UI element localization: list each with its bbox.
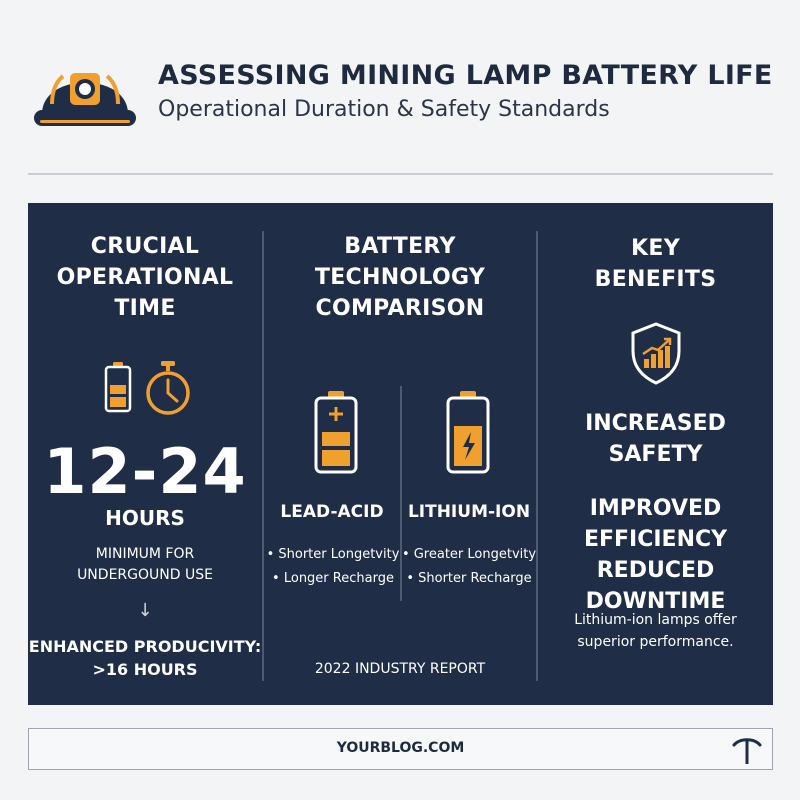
lithium-ion-bullets [400,543,538,591]
bullet-item: • Longer Recharge [272,571,394,586]
heading-line: OPERATIONAL [56,265,234,290]
operational-heading [28,231,262,324]
minimum-note [28,544,262,586]
bullet-item: • Shorter Longetvity [266,547,400,562]
heading-line: BATTERY [344,234,456,259]
page-title: ASSESSING MINING LAMP BATTERY LIFE [158,60,773,91]
lead-acid-bullets [264,543,402,591]
comparison-heading [264,231,536,324]
benefit-line: IMPROVED [589,496,722,521]
mining-helmet-icon [30,48,140,133]
benefit-efficiency [538,493,773,617]
benefit-line: EFFICIENCY [583,527,728,552]
battery-comparison-column [264,203,536,705]
heading-line: CRUCIAL [90,234,200,259]
key-benefits-column [538,203,773,705]
stopwatch-icon [144,360,192,416]
lead-acid-label: LEAD-ACID [280,502,384,522]
page-subtitle: Operational Duration & Safety Standards [158,97,610,122]
benefit-line: INCREASED [585,411,726,436]
bullet-item: • Shorter Recharge [406,571,532,586]
operational-time-column [28,203,262,705]
footer-bar [28,728,773,770]
lead-acid-battery-icon [314,390,358,474]
benefits-note [538,609,773,653]
infographic-panel [28,203,773,705]
heading-line: BENEFITS [594,267,717,292]
site-link[interactable]: YOURBLOG.COM [336,740,465,756]
down-arrow-icon: ↓ [137,600,153,621]
productivity-line: ENHANCED PRODUCIVITY: [28,637,262,656]
lithium-ion-battery-icon [446,390,490,474]
heading-line: TIME [114,296,176,321]
note-line: Lithium-ion lamps offer [574,612,737,628]
bullet-item: • Greater Longetvity [401,547,537,562]
heading-line: TECHNOLOGY [314,265,486,290]
benefits-heading [538,233,773,295]
benefit-line: SAFETY [608,442,703,467]
lithium-ion-label: LITHIUM-ION [407,502,531,522]
header-divider [28,173,773,175]
hours-unit: HOURS [105,506,185,530]
heading-line: COMPARISON [315,296,485,321]
pickaxe-icon [730,733,764,765]
source-note: 2022 INDUSTRY REPORT [314,661,486,677]
shield-growth-icon [629,321,683,385]
heading-line: KEY [631,236,680,261]
hours-range: 12-24 [43,435,247,508]
benefit-line: REDUCED DOWNTIME [585,558,726,614]
productivity-note [28,635,262,681]
battery-icon [104,361,132,413]
header [0,0,800,170]
note-line: superior performance. [577,634,734,650]
productivity-line: >16 HOURS [92,660,198,679]
benefit-safety [538,408,773,470]
note-line: UNDERGOUND USE [77,567,213,583]
note-line: MINIMUM FOR [95,546,195,562]
